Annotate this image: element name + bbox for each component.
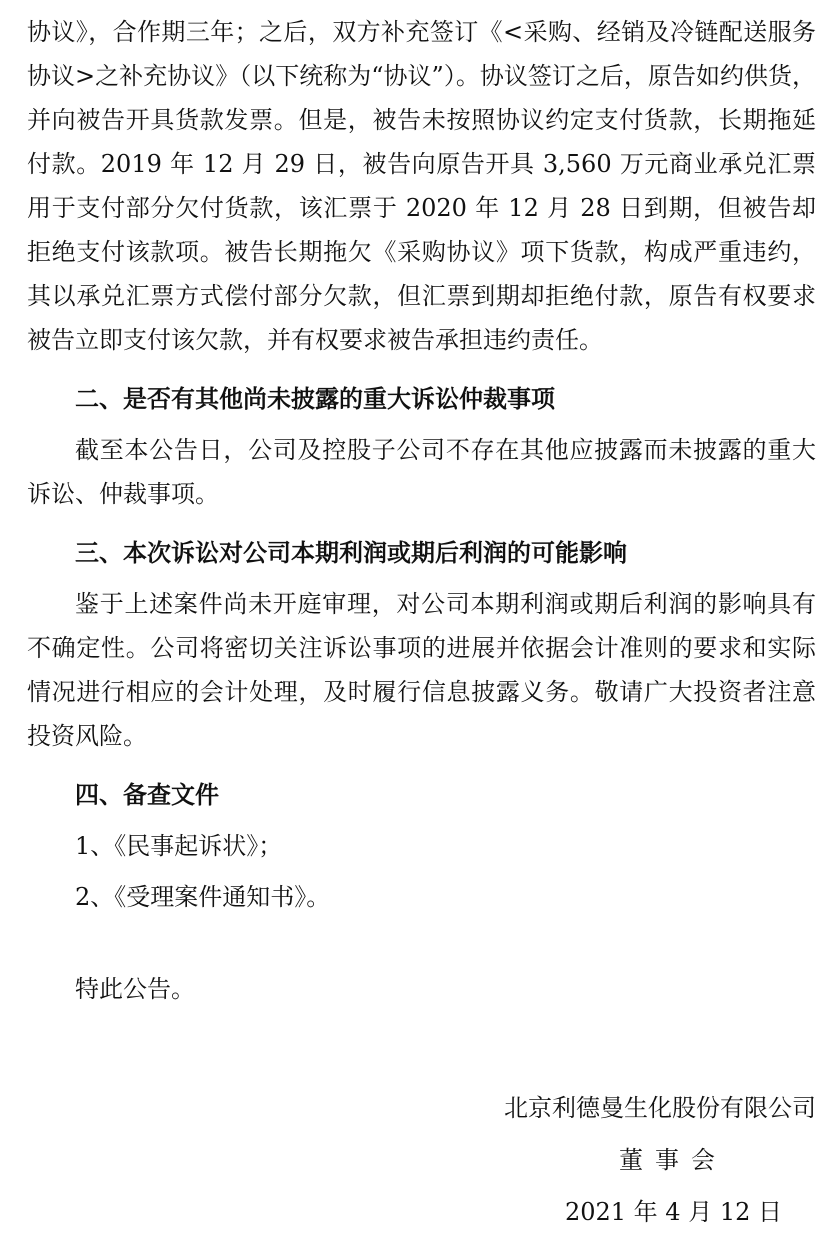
paragraph-contract-dispute: 协议》，合作期三年；之后，双方补充签订《<采购、经销及冷链配送服务协议>之补充协议》（以下统称为“协议”）。协议签订之后，原告如约供货，并向被告开具货款发票。但是，被告未按照协议约定支付货款，长期拖延付款。2019 年 12 月 29 日，被告向原告开具 3,560 万元商业承兑汇票用于支付部分欠付货款，该汇票于 2020 年 12 月 28 日到期，但被告却拒绝支付该款项。被告长期拖欠《采购协议》项下货款，构成严重违约，其以承兑汇票方式偿付部分欠款，但汇票到期却拒绝付款，原告有权要求被告立即支付该欠款，并有权要求被告承担违约责任。 <box>27 18 816 354</box>
signature-date: 2021 年 4 月 12 日 <box>564 1198 782 1226</box>
closing-statement: 特此公告。 <box>75 975 195 1003</box>
reference-document-item: 2、《受理案件通知书》。 <box>75 883 331 911</box>
section-4-heading: 四、备查文件 <box>75 780 219 809</box>
section-2-text: 截至本公告日，公司及控股子公司不存在其他应披露而未披露的重大诉讼、仲裁事项。 <box>27 436 816 508</box>
document-page <box>27 10 816 1011</box>
signature-company: 北京利德曼生化股份有限公司 <box>504 1094 816 1122</box>
section-3-heading: 三、本次诉讼对公司本期利润或期后利润的可能影响 <box>75 538 627 567</box>
section-3-text: 鉴于上述案件尚未开庭审理，对公司本期利润或期后利润的影响具有不确定性。公司将密切关注诉讼事项的进展并依据会计准则的要求和实际情况进行相应的会计处理，及时履行信息披露义务。敬请广大投资者注意投资风险。 <box>27 590 816 750</box>
signature-board: 董事会 <box>619 1146 727 1174</box>
reference-document-item: 1、《民事起诉状》； <box>75 832 283 860</box>
section-2-heading: 二、是否有其他尚未披露的重大诉讼仲裁事项 <box>75 384 555 413</box>
